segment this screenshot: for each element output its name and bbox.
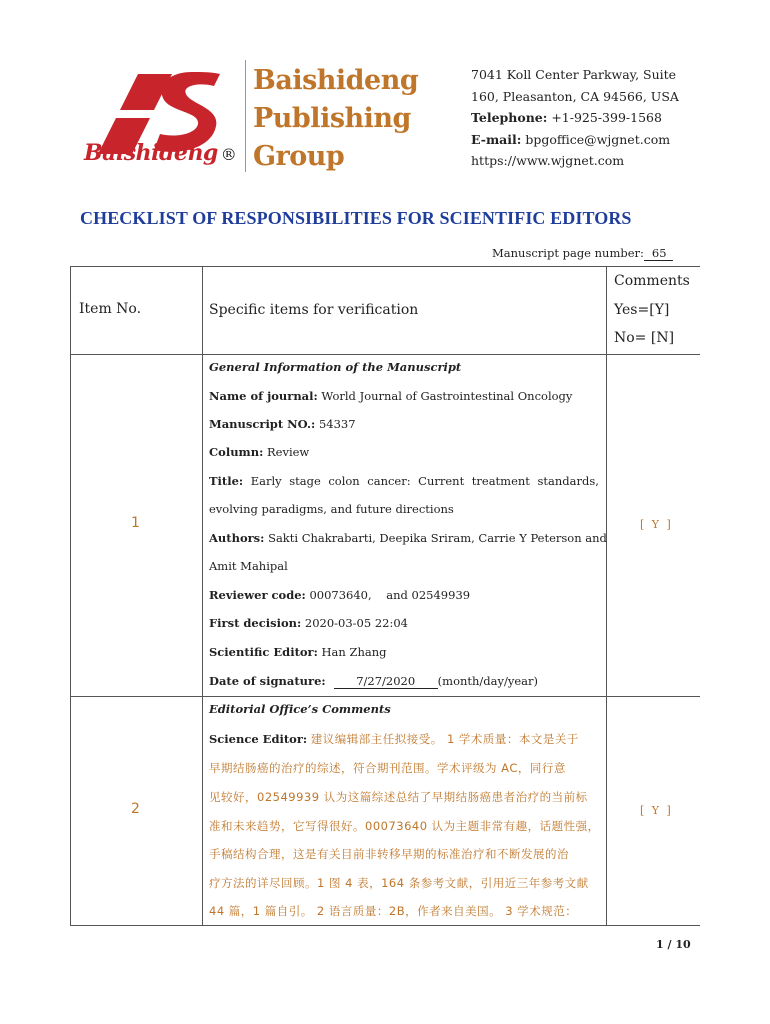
manuscript-title-line-2: evolving paradigms, and future directions [209,502,454,516]
manuscript-label: Manuscript NO.: [209,417,316,431]
row-2-number: 2 [131,801,140,817]
title-label: Title: [209,474,244,488]
editor-comment-line-1 [209,731,600,747]
signature-date-value: 7/27/2020 [334,675,438,689]
journal-label: Name of journal: [209,389,318,403]
authors [209,531,607,545]
page-number-value: 65 [644,246,673,261]
manuscript-page-number [492,246,692,261]
decision-value: 2020-03-05 22:04 [304,616,408,630]
table-border-left [70,266,71,926]
telephone-label: Telephone: [471,110,548,125]
editor-comment-line-3: 见较好，02549939 认为这篇综述总结了早期结肠癌患者治疗的当前标 [209,790,588,804]
address-line-2: 160, Pleasanton, CA 94566, USA [471,88,679,104]
authors-line-2: Amit Mahipal [209,559,288,573]
registered-mark: ® [220,145,237,164]
date-of-signature [209,674,538,689]
title-word: standards, [537,474,599,488]
page-number-label: Manuscript page number: [492,246,644,260]
telephone-value: +1-925-399-1568 [551,110,662,125]
publisher-name-line-2: Publishing [253,103,411,134]
document-title: CHECKLIST OF RESPONSIBILITIES FOR SCIENTIFIC EDITORS [80,208,632,228]
row-1-comment: [ Y ] [640,518,673,531]
table-col-divider-2 [606,266,607,926]
email [471,129,731,151]
editor-comment-line-5: 手稿结构合理，这是有关目前非转移早期的标准治疗和不断发展的治 [209,847,569,861]
editor-value: Han Zhang [321,645,387,659]
logo-wordmark [84,140,237,172]
title-word: Early [250,474,282,488]
decision-label: First decision: [209,616,302,630]
reviewer-value: 00073640, and 02549939 [309,588,471,602]
journal-value: World Journal of Gastrointestinal Oncology [321,389,573,403]
publisher-name [253,62,453,176]
row-1-section-heading: General Information of the Manuscript [209,360,462,374]
column-type [209,445,309,459]
science-editor-label: Science Editor: [209,732,308,746]
journal-name [209,389,572,403]
authors-label: Authors: [209,531,265,545]
editor-comment-line-2: 早期结肠癌的治疗的综述，符合期刊范围。学术评级为 AC，同行意 [209,761,566,775]
table-col-divider-1 [202,266,203,926]
row-2-comment: [ Y ] [640,804,673,817]
col-header-comments: Comments [614,273,690,289]
col-header-items: Specific items for verification [209,302,419,318]
reviewer-code [209,588,470,602]
logo-wordmark-text: Baishideng [84,140,218,166]
reviewer-label: Reviewer code: [209,588,306,602]
title-word: stage [289,474,321,488]
website-link[interactable]: https://www.wjgnet.com [471,153,625,168]
telephone [471,107,731,129]
editor-comment-text: 建议编辑部主任拟接受。 1 学术质量：本文是关于 [310,732,579,746]
column-value: Review [266,445,310,459]
header-divider [245,60,246,172]
col-header-yes: Yes=[Y] [614,302,670,318]
editor-comment-line-4: 准和未来趋势，它写得很好。00073640 认为主题非常有趣，话题性强， [209,819,600,833]
col-header-no: No= [N] [614,330,675,346]
scientific-editor [209,645,387,659]
address-line-1: 7041 Koll Center Parkway, Suite [471,67,677,82]
row-1-number: 1 [131,515,140,531]
title-word: colon [328,474,360,488]
title-word: treatment [471,474,530,488]
publisher-name-line-3: Group [253,141,345,172]
email-label: E-mail: [471,131,522,147]
manuscript-title-line-1 [209,474,599,488]
publisher-name-line-1: Baishideng [253,65,419,96]
editor-comment-line-6: 疗方法的详尽回顾。1 图 4 表，164 条参考文献，引用近三年参考文献 [209,876,589,890]
manuscript-no [209,417,356,431]
page-indicator: 1 / 10 [656,938,691,951]
email-link[interactable]: bpgoffice@wjgnet.com [525,131,671,147]
first-decision [209,616,408,630]
col-header-item-no: Item No. [79,301,142,317]
publisher-contact [471,64,731,172]
title-word: Current [418,474,465,488]
column-label: Column: [209,445,264,459]
signature-format: (month/day/year) [437,674,539,688]
authors-value: Sakti Chakrabarti, Deepika Sriram, Carrie Y Peterson and [268,531,607,545]
row-2-section-heading: Editorial Office’s Comments [209,702,391,716]
editor-label: Scientific Editor: [209,645,318,659]
signature-label: Date of signature: [209,674,326,688]
title-word: cancer: [367,474,411,488]
manuscript-value: 54337 [318,417,356,431]
editor-comment-line-7: 44 篇，1 篇自引。 2 语言质量：2B，作者来自美国。 3 学术规范： [209,904,578,918]
